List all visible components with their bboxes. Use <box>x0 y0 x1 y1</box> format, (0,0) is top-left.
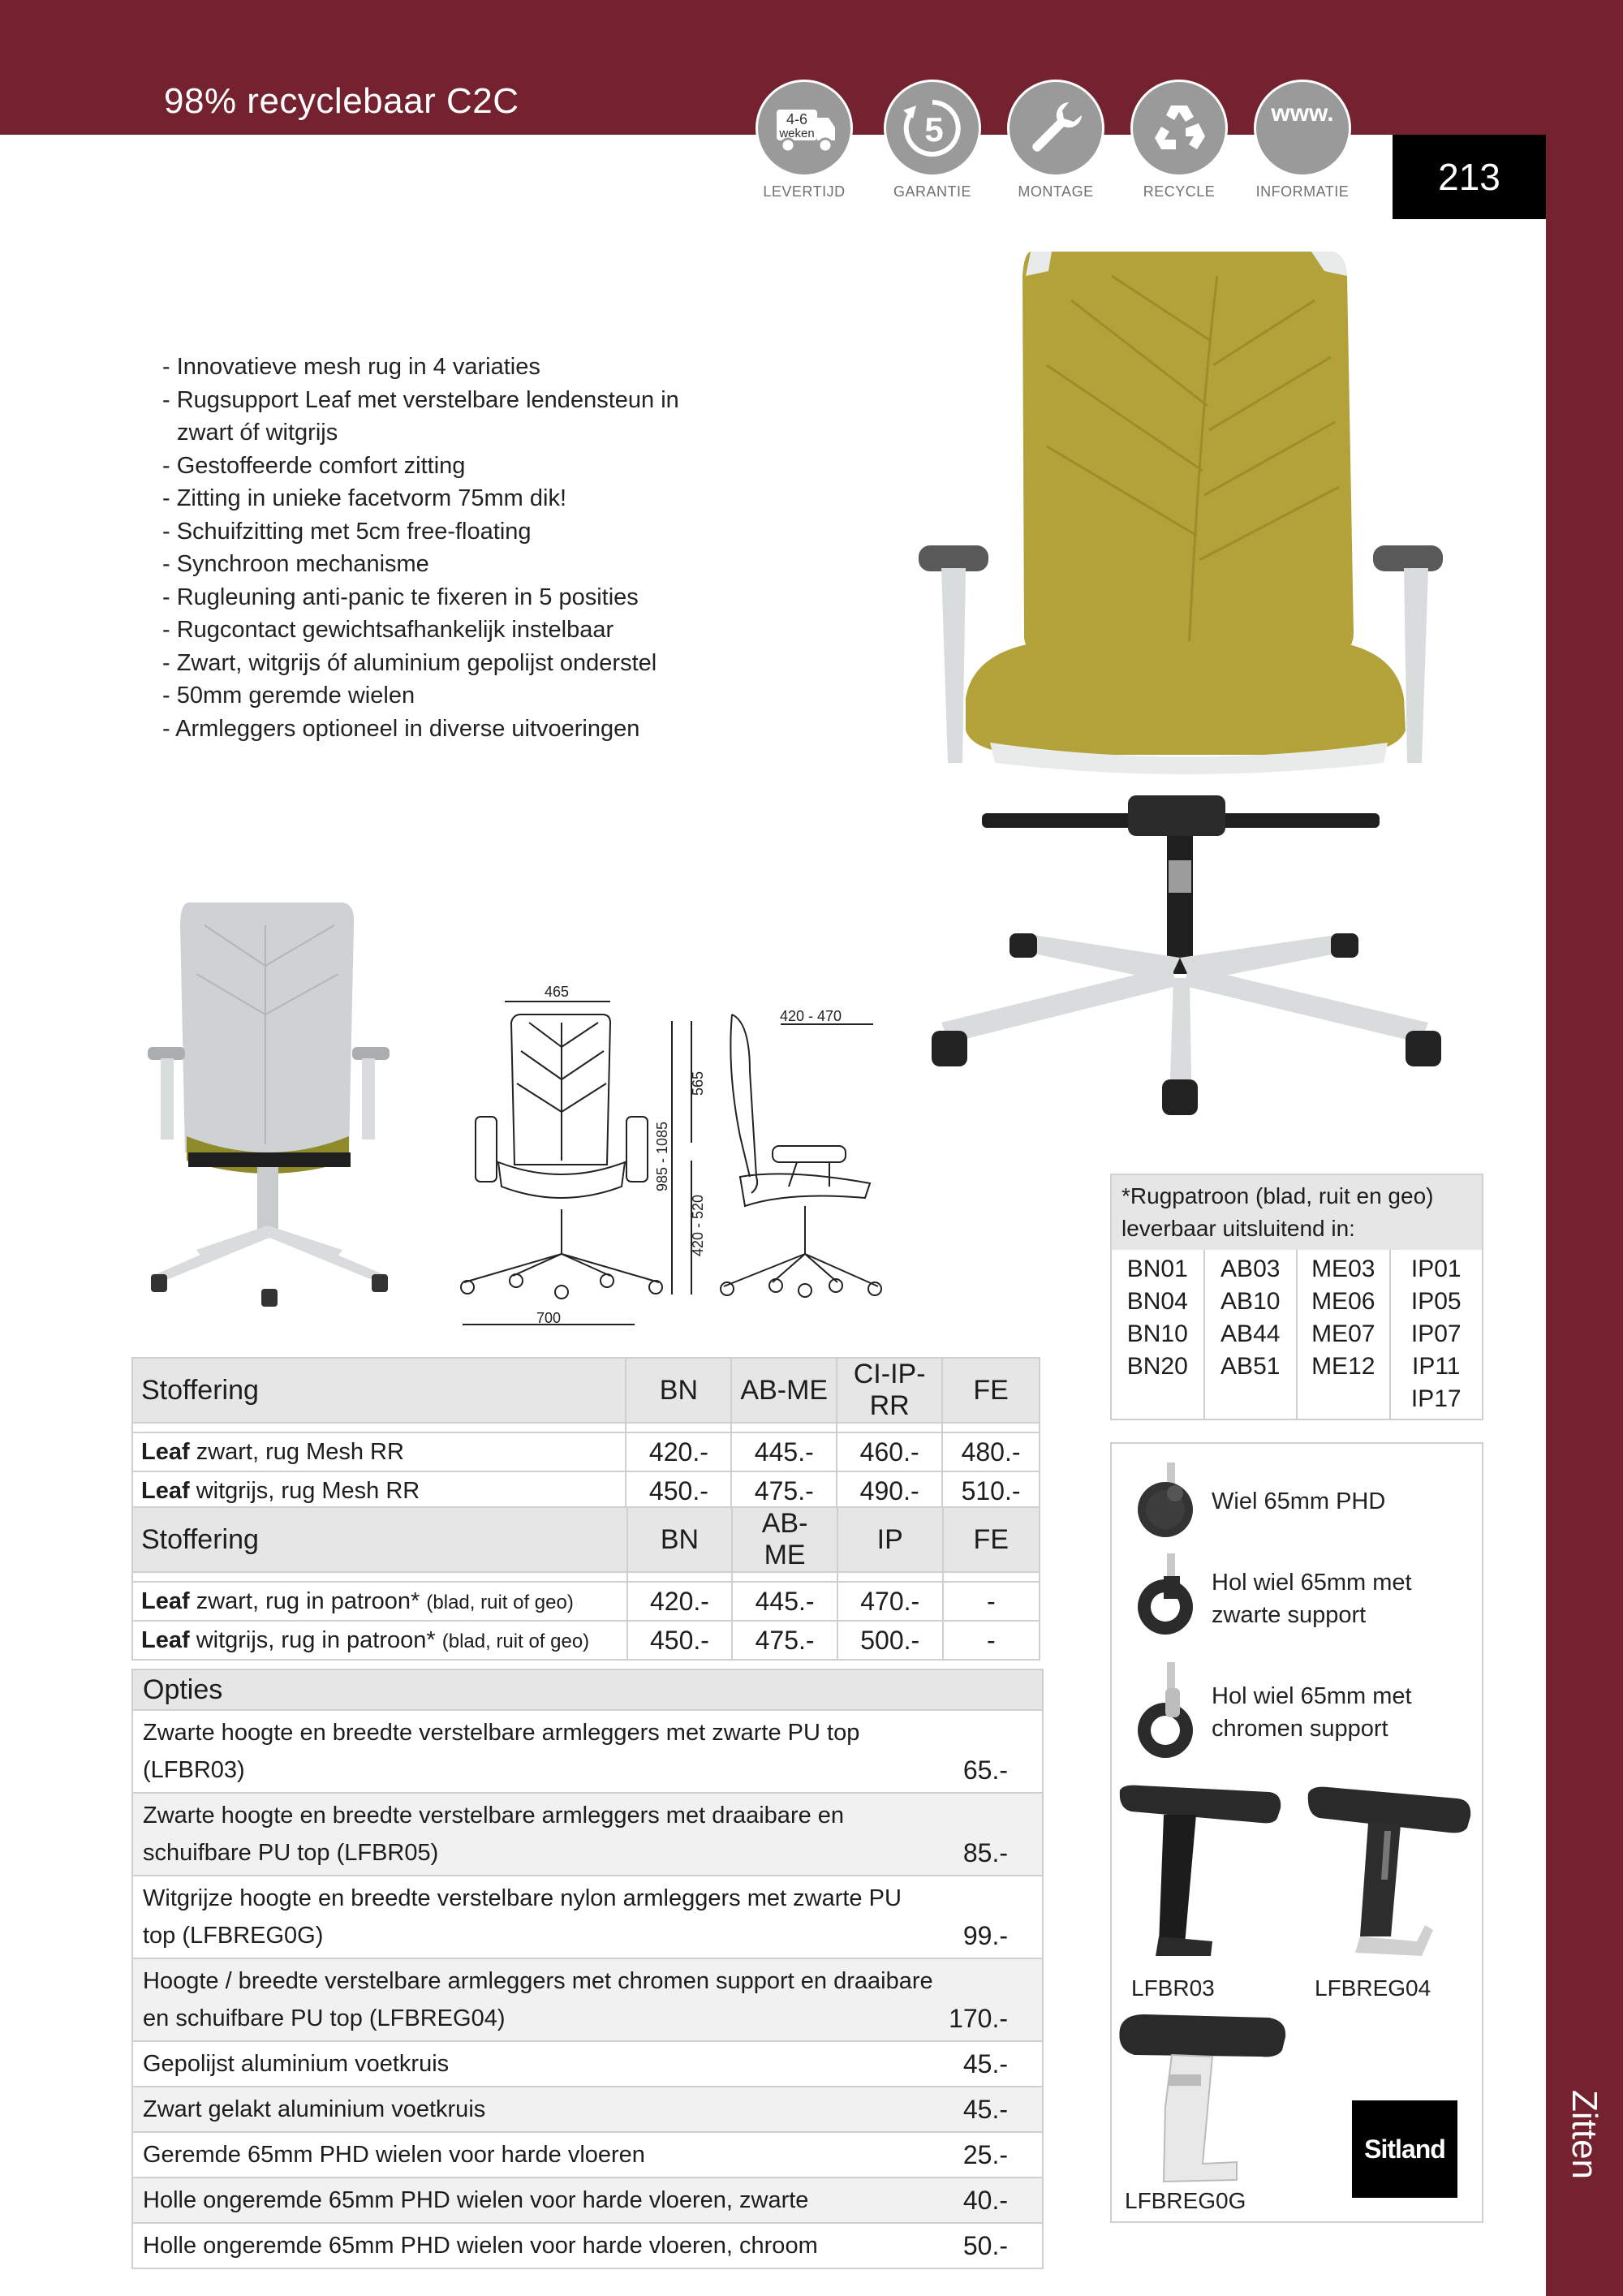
pattern-code: AB51 <box>1220 1353 1281 1380</box>
pattern-code: BN01 <box>1126 1256 1188 1282</box>
model-description: witgrijs, rug in patroon* <box>189 1626 442 1653</box>
price-cell: 420.- <box>627 1582 733 1621</box>
option-price: 65.- <box>962 1755 1008 1785</box>
pattern-code: ME06 <box>1311 1288 1375 1315</box>
price-cell: 450.- <box>626 1471 731 1510</box>
model-name: Leaf <box>141 1587 190 1614</box>
wheel-label <box>1212 1680 1412 1745</box>
option-price: 50.- <box>962 2231 1008 2260</box>
pattern-code: ME03 <box>1311 1256 1375 1282</box>
option-text: Zwart gelakt aluminium voetkruis <box>143 2096 486 2122</box>
price-table-mesh <box>131 1357 1040 1511</box>
option-text: Holle ongeremde 65mm PHD wielen voor harde vloeren, chroom <box>143 2233 818 2259</box>
table-header-cell: CI-IP-RR <box>837 1358 942 1423</box>
feature-item: - Synchroon mechanisme <box>162 551 429 577</box>
pattern-note: (blad, ruit of geo) <box>441 1630 590 1652</box>
option-row <box>133 2086 1042 2131</box>
feature-list <box>162 351 679 745</box>
delivery-truck-icon <box>756 80 853 177</box>
service-recycle <box>1130 80 1228 200</box>
service-label: MONTAGE <box>1018 183 1094 200</box>
pattern-code: BN04 <box>1126 1288 1188 1315</box>
model-description: zwart, rug in patroon* <box>189 1587 427 1614</box>
pattern-column <box>1112 1250 1203 1419</box>
option-price: 45.- <box>962 2095 1008 2124</box>
option-price: 45.- <box>962 2049 1008 2078</box>
price-cell: 510.- <box>942 1471 1040 1510</box>
feature-item: - Rugsupport Leaf met verstelbare lendensteun in <box>162 386 679 413</box>
pattern-code: BN20 <box>1126 1353 1188 1380</box>
feature-item: - Zwart, witgrijs óf aluminium gepolijst onderstel <box>162 649 657 676</box>
option-price: 99.- <box>962 1921 1008 1950</box>
dim-base-width: 700 <box>536 1310 562 1326</box>
brand-logo: Sitland <box>1352 2100 1457 2198</box>
pattern-code-grid <box>1112 1250 1482 1419</box>
table-header-cell: BN <box>627 1507 733 1572</box>
page-number: 213 <box>1393 135 1546 219</box>
model-name: Leaf <box>141 1626 190 1653</box>
option-row <box>133 2177 1042 2222</box>
price-cell: - <box>943 1582 1040 1621</box>
option-row <box>133 1709 1042 1792</box>
pattern-code: IP07 <box>1410 1320 1462 1347</box>
pattern-availability-box <box>1110 1174 1483 1420</box>
feature-item: - Rugleuning anti-panic te fixeren in 5 posities <box>162 584 639 610</box>
option-row <box>133 2040 1042 2086</box>
pattern-code: AB44 <box>1220 1320 1281 1347</box>
table-header-cell: Stoffering <box>132 1507 627 1572</box>
www-text: www. <box>1271 100 1334 127</box>
pattern-code: AB10 <box>1220 1288 1281 1315</box>
pattern-code: IP05 <box>1410 1288 1462 1315</box>
right-side-strip <box>1546 0 1623 2296</box>
wheel-label-line: Hol wiel 65mm met <box>1212 1570 1412 1596</box>
price-cell: 490.- <box>837 1471 942 1510</box>
price-cell: 475.- <box>731 1471 837 1510</box>
table-row <box>132 1471 1040 1510</box>
model-description: zwart, rug Mesh RR <box>189 1438 404 1465</box>
option-text: Zwarte hoogte en breedte verstelbare armleggers met zwarte PU top (LFBR03) <box>143 1720 860 1783</box>
feature-item: - Armleggers optioneel in diverse uitvoeringen <box>162 715 640 742</box>
option-row <box>133 1958 1042 2040</box>
service-label: RECYCLE <box>1143 183 1216 200</box>
price-table-pattern <box>131 1506 1040 1661</box>
dim-total-height: 985 - 1085 <box>654 1121 670 1192</box>
option-text: Hoogte / breedte verstelbare armleggers met chromen support en draaibare en schuifbare PU top (LFBREG04) <box>143 1968 933 2031</box>
table-header-cell: AB-ME <box>731 1358 837 1423</box>
service-label: INFORMATIE <box>1255 183 1350 200</box>
service-levertijd <box>756 80 853 200</box>
option-price: 170.- <box>949 2004 1008 2033</box>
section-label-text: Zitten <box>1565 2089 1605 2180</box>
armrest-label: LFBREG0G <box>1125 2188 1246 2213</box>
armrest-label: LFBREG04 <box>1315 1975 1431 2001</box>
option-row <box>133 1875 1042 1958</box>
price-cell: 475.- <box>732 1621 837 1660</box>
model-name: Leaf <box>141 1477 190 1504</box>
option-price: 85.- <box>962 1838 1008 1867</box>
table-header <box>132 1507 1040 1572</box>
pattern-code: IP17 <box>1410 1385 1462 1412</box>
dimension-drawing <box>448 974 886 1339</box>
feature-item: - Gestoffeerde comfort zitting <box>162 452 466 479</box>
feature-item: - Rugcontact gewichtsafhankelijk instelbaar <box>162 617 614 643</box>
table-header-cell: IP <box>837 1507 943 1572</box>
dim-seat-height: 420 - 520 <box>690 1194 706 1257</box>
feature-item: zwart óf witgrijs <box>177 420 338 446</box>
pattern-column <box>1389 1250 1483 1419</box>
pattern-code: ME12 <box>1311 1353 1375 1380</box>
option-text: Witgrijze hoogte en breedte verstelbare nylon armleggers met zwarte PU top (LFBREG0G) <box>143 1885 902 1949</box>
price-cell: 460.- <box>837 1432 942 1471</box>
wheel-hollow-black-icon <box>1133 1552 1198 1641</box>
dim-width-top: 465 <box>544 984 570 1000</box>
armrest-label: LFBR03 <box>1131 1975 1215 2001</box>
pattern-box-title: *Rugpatroon (blad, ruit en geo) leverbaar uitsluitend in: <box>1112 1175 1482 1250</box>
pattern-code: AB03 <box>1220 1256 1281 1282</box>
options-table <box>131 1669 1044 2269</box>
feature-item: - 50mm geremde wielen <box>162 683 415 709</box>
wheel-hollow-chrome-icon <box>1133 1661 1198 1766</box>
delivery-weeks-number: 4-6 <box>786 111 808 127</box>
chair-front-image <box>909 243 1477 1152</box>
price-cell: 445.- <box>732 1582 837 1621</box>
table-row <box>132 1582 1040 1621</box>
page-title: 98% recyclebaar C2C <box>164 81 519 121</box>
option-text: Zwarte hoogte en breedte verstelbare armleggers met draaibare en schuifbare PU top (LFBR05) <box>143 1803 845 1866</box>
table-header <box>132 1358 1040 1423</box>
armrest-lfbr03-image <box>1115 1782 1285 1969</box>
price-cell: - <box>943 1621 1040 1660</box>
pattern-column <box>1296 1250 1389 1419</box>
wrench-icon <box>1007 80 1104 177</box>
chair-rear-image <box>140 893 399 1315</box>
service-informatie <box>1254 80 1351 200</box>
option-text: Gepolijst aluminium voetkruis <box>143 2051 450 2077</box>
pattern-note: (blad, ruit of geo) <box>426 1591 574 1613</box>
service-garantie <box>884 80 981 200</box>
option-text: Holle ongeremde 65mm PHD wielen voor harde vloeren, zwarte <box>143 2187 809 2213</box>
wheel-solid-icon <box>1133 1461 1198 1542</box>
wheel-label-line: chromen support <box>1212 1716 1388 1742</box>
service-label: GARANTIE <box>893 183 971 200</box>
wheel-label-line: zwarte support <box>1212 1602 1367 1628</box>
pattern-code: BN10 <box>1126 1320 1188 1347</box>
price-cell: 450.- <box>627 1621 733 1660</box>
delivery-weeks-unit: weken <box>779 127 815 140</box>
price-cell: 470.- <box>837 1582 943 1621</box>
price-cell: 445.- <box>731 1432 837 1471</box>
table-header-cell: AB-ME <box>732 1507 837 1572</box>
price-cell: 480.- <box>942 1432 1040 1471</box>
feature-item: - Zitting in unieke facetvorm 75mm dik! <box>162 485 567 511</box>
dim-back-height: 565 <box>690 1070 706 1096</box>
price-cell: 500.- <box>837 1621 943 1660</box>
section-label <box>1546 2013 1623 2256</box>
option-row <box>133 2222 1042 2268</box>
table-header-cell: BN <box>626 1358 731 1423</box>
feature-item: - Innovatieve mesh rug in 4 variaties <box>162 354 540 380</box>
pattern-column <box>1203 1250 1297 1419</box>
dim-depth: 420 - 470 <box>779 1008 842 1024</box>
pattern-code: IP01 <box>1410 1256 1462 1282</box>
model-description: witgrijs, rug Mesh RR <box>189 1477 420 1504</box>
table-header-cell: FE <box>943 1507 1040 1572</box>
wheel-label <box>1212 1566 1412 1631</box>
price-cell: 420.- <box>626 1432 731 1471</box>
table-header-cell: FE <box>942 1358 1040 1423</box>
table-row <box>132 1432 1040 1471</box>
table-row <box>132 1621 1040 1660</box>
option-text: Geremde 65mm PHD wielen voor harde vloeren <box>143 2142 645 2168</box>
feature-item: - Schuifzitting met 5cm free-floating <box>162 518 532 545</box>
wheel-label-line: Hol wiel 65mm met <box>1212 1683 1412 1709</box>
armrest-lfbreg0g-image <box>1115 2010 1294 2188</box>
wheel-label-line: Wiel 65mm PHD <box>1212 1488 1386 1514</box>
option-price: 40.- <box>962 2186 1008 2215</box>
pattern-code: ME07 <box>1311 1320 1375 1347</box>
option-price: 25.- <box>962 2140 1008 2169</box>
wheel-label <box>1212 1485 1385 1518</box>
armrest-lfbreg04-image <box>1303 1782 1475 1969</box>
warranty-5-icon <box>884 80 981 177</box>
options-title: Opties <box>133 1670 1042 1709</box>
service-montage <box>1007 80 1104 200</box>
table-header-cell: Stoffering <box>132 1358 626 1423</box>
pattern-code: IP11 <box>1412 1353 1461 1380</box>
warranty-years: 5 <box>924 110 944 149</box>
option-row <box>133 2131 1042 2177</box>
service-label: LEVERTIJD <box>763 183 846 200</box>
model-name: Leaf <box>141 1438 190 1465</box>
www-icon <box>1254 80 1351 177</box>
option-row <box>133 1792 1042 1875</box>
recycle-icon <box>1130 80 1228 177</box>
